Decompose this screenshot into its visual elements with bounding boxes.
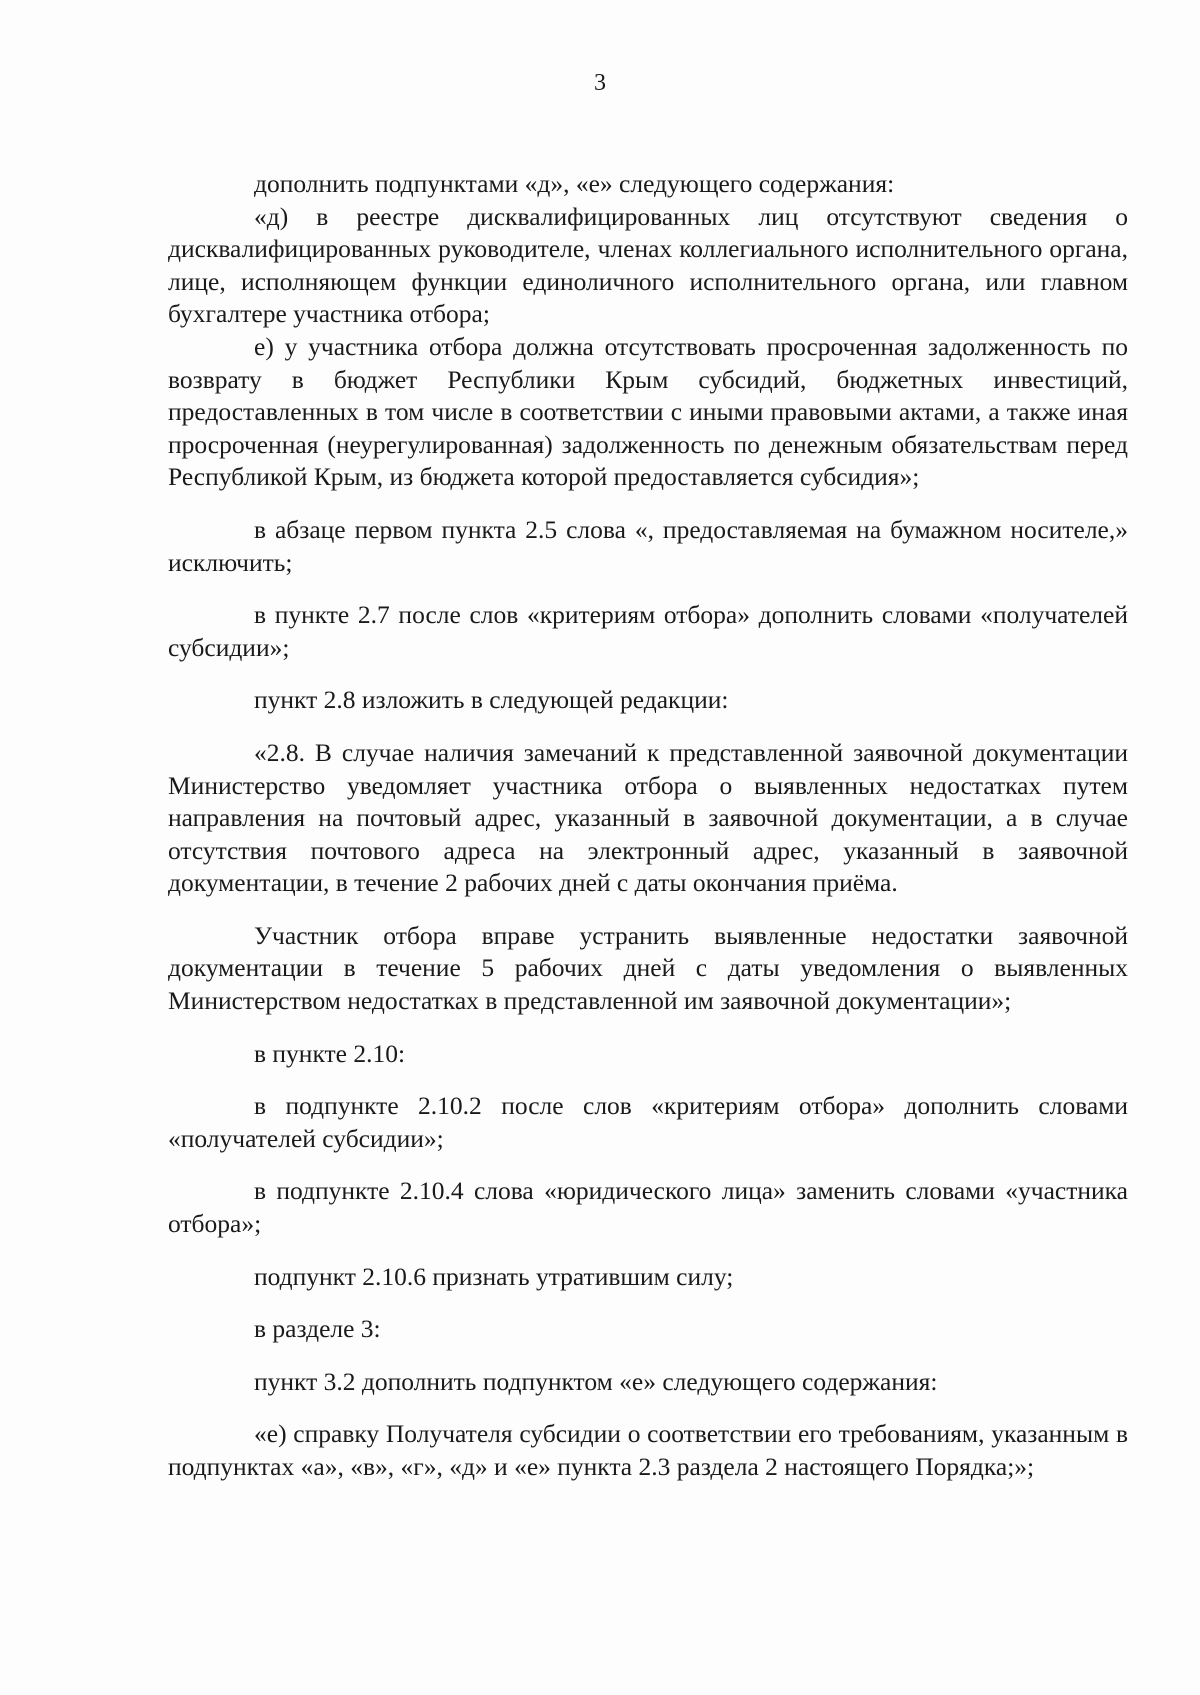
paragraph: в пункте 2.7 после слов «критериям отбора» дополнить словами «получателей субсидии»; bbox=[168, 600, 1128, 662]
paragraph: е) у участника отбора должна отсутствовать просроченная задолженность по возврату в бюджет Республики Крым субсидий, бюджетных инвестиций, предоставленных в том числе в соответствии с иными правовыми актами, а также иная просроченная (неурегулированная) задолженность по денежным обязательствам перед Республикой Крым, из бюджета которой предоставляется субсидия»; bbox=[168, 331, 1128, 492]
paragraph: пункт 2.8 изложить в следующей редакции: bbox=[254, 685, 729, 715]
paragraph: пункт 3.2 дополнить подпунктом «е» следующего содержания: bbox=[254, 1366, 938, 1396]
paragraph: в подпункте 2.10.2 после слов «критериям отбора» дополнить словами «получателей субсидии»; bbox=[168, 1091, 1128, 1153]
document-body bbox=[168, 168, 1128, 1484]
paragraph: подпункт 2.10.6 признать утратившим силу; bbox=[254, 1261, 734, 1291]
paragraph: в разделе 3: bbox=[254, 1314, 381, 1344]
paragraph: «2.8. В случае наличия замечаний к представленной заявочной документации Министерство уведомляет участника отбора о выявленных недостатках путем направления на почтовый адрес, указанный в заявочной документации, а в случае отсутствия почтового адреса на электронный адрес, указанный в заявочной документации, в течение 2 рабочих дней с даты окончания приёма. bbox=[168, 737, 1128, 898]
paragraph: «е) справку Получателя субсидии о соответствии его требованиям, указанным в подпунктах «а», «в», «г», «д» и «е» пункта 2.3 раздела 2 настоящего Порядка;»; bbox=[168, 1419, 1128, 1481]
page-number: 3 bbox=[594, 70, 606, 96]
paragraph: в подпункте 2.10.4 слова «юридического лица» заменить словами «участника отбора»; bbox=[168, 1176, 1128, 1239]
paragraph: «д) в реестре дисквалифицированных лиц отсутствуют сведения о дисквалифицированных руководителе, членах коллегиального исполнительного органа, лице, исполняющем функции единоличного исполнительного органа, или главном бухгалтере участника отбора; bbox=[168, 201, 1128, 329]
paragraph: в пункте 2.10: bbox=[254, 1038, 406, 1068]
paragraph: дополнить подпунктами «д», «е» следующего содержания: bbox=[254, 169, 895, 198]
paragraph: Участник отбора вправе устранить выявленные недостатки заявочной документации в течение 5 рабочих дней с даты уведомления о выявленных Министерством недостатках в представленной им заявочной документации»; bbox=[168, 920, 1128, 1016]
paragraph: в абзаце первом пункта 2.5 слова «, предоставляемая на бумажном носителе,» исключить; bbox=[168, 514, 1128, 577]
